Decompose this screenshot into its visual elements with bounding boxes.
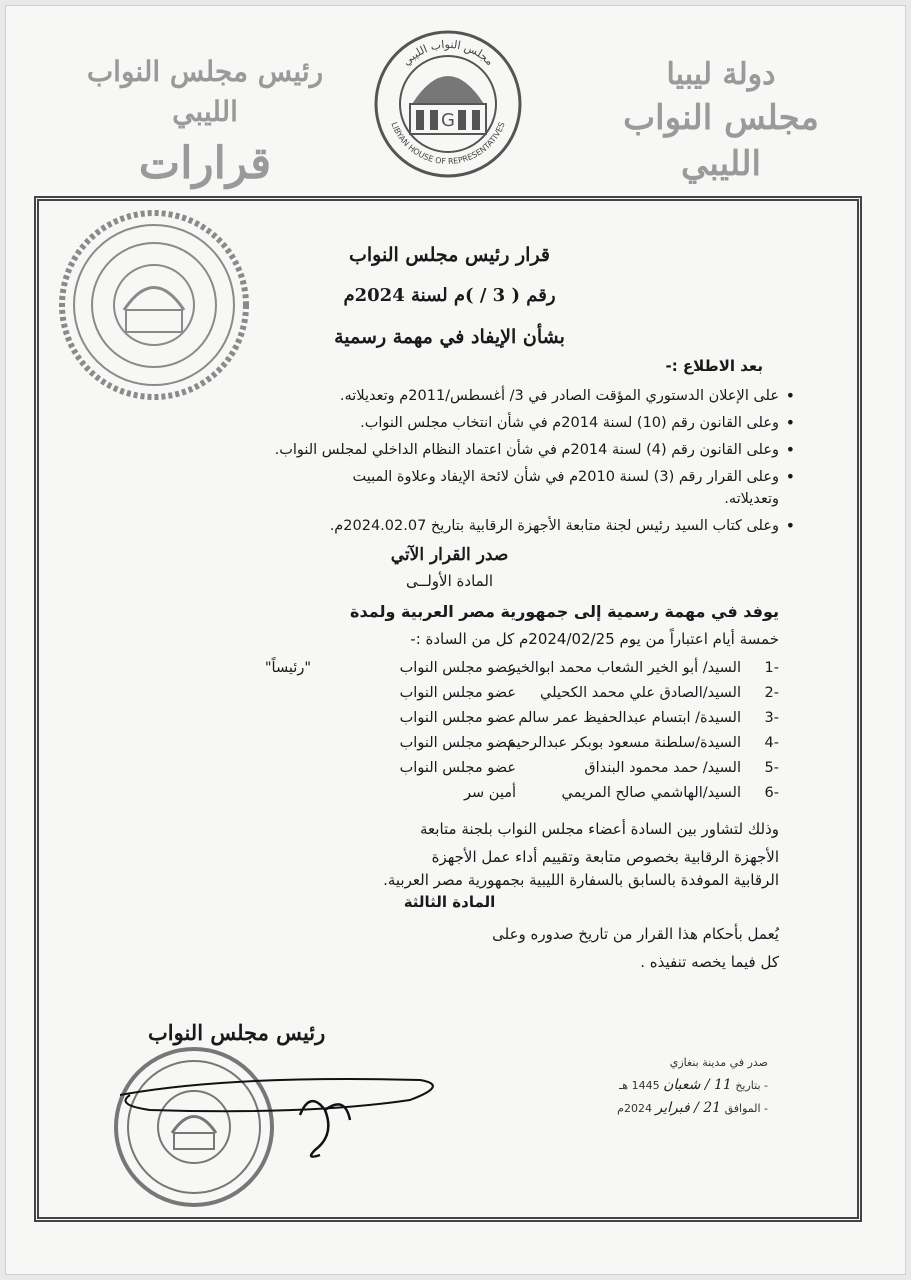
issuance-dates <box>548 1052 768 1120</box>
member-number: -1 <box>764 660 779 676</box>
issuance-place: صدر في مدينة بنغازي <box>669 1056 768 1069</box>
member-role: عضو مجلس النواب <box>399 685 516 701</box>
member-name: السيد/الهاشمي صالح المريمي <box>561 785 741 801</box>
member-note: "رئيساً" <box>264 660 311 676</box>
article-1-line-1: يوفد في مهمة رسمية إلى جمهورية مصر العربية ولمدة <box>350 602 779 621</box>
member-number: -4 <box>764 735 779 751</box>
member-name: السيد/الصادق علي محمد الكحيلي <box>540 685 741 701</box>
signatory-title: رئيس مجلس النواب <box>148 1020 326 1045</box>
member-number: -6 <box>764 785 779 801</box>
handwritten-signature-icon <box>110 1055 450 1165</box>
letterhead-house: مجلس النواب الليبي <box>623 98 819 184</box>
purpose-line-3: الرقابية الموفدة بالسابق بالسفارة الليبية بجمهورية مصر العربية. <box>383 871 779 889</box>
preamble-item-4-continued: وتعديلاته. <box>724 491 779 507</box>
house-of-representatives-logo <box>372 28 524 180</box>
article-1-heading: المادة الأولــى <box>405 572 494 590</box>
member-name: السيدة/ ابتسام عبدالحفيظ عمر سالم <box>518 710 741 726</box>
article-1-line-2: خمسة أيام اعتباراً من يوم 2024/02/25م كل من السادة :- <box>410 630 779 648</box>
letterhead-president-decisions <box>75 52 335 196</box>
svg-text:مجلس النواب الليبي <box>400 38 496 68</box>
member-name: السيد/ حمد محمود البنداق <box>584 760 741 776</box>
letterhead-state-name <box>601 55 841 187</box>
decision-subject: بشأن الإيفاد في مهمة رسمية <box>334 326 565 348</box>
issued-heading: صدر القرار الآتي <box>390 545 509 565</box>
purpose-line-2: الأجهزة الرقابية بخصوص متابعة وتقييم أداء عمل الأجهزة <box>431 848 779 866</box>
purpose-line-1: وذلك لتشاور بين السادة أعضاء مجلس النواب بلجنة متابعة <box>420 820 779 838</box>
member-role: عضو مجلس النواب <box>399 710 516 726</box>
letterhead-decisions: قرارات <box>138 138 272 189</box>
member-role: عضو مجلس النواب <box>399 660 516 676</box>
letterhead-president: رئيس مجلس النواب الليبي <box>86 55 324 128</box>
decision-title: قرار رئيس مجلس النواب <box>348 244 551 266</box>
member-role: عضو مجلس النواب <box>399 760 516 776</box>
gregorian-date: - الموافق 21 / فبراير 2024م <box>617 1100 768 1116</box>
member-name: السيد/ أبو الخير الشعاب محمد ابوالخير <box>508 660 741 676</box>
preamble-item-4: • وعلى القرار رقم (3) لسنة 2010م في شأن لائحة الإيفاد وعلاوة المبيت <box>129 466 779 488</box>
article-3-line-2: كل فيما يخصه تنفيذه . <box>640 953 779 971</box>
member-role: عضو مجلس النواب <box>399 735 516 751</box>
logo-english-text: LIBYAN HOUSE OF REPRESENTATIVES <box>389 120 507 167</box>
logo-arabic-text: مجلس النواب الليبي <box>399 37 497 69</box>
member-name: السيدة/سلطنة مسعود بوبكر عبدالرحيم <box>507 735 741 751</box>
member-role: أمين سر <box>464 785 516 801</box>
hijri-date: - بتاريخ 11 / شعبان 1445 هـ <box>619 1077 768 1093</box>
decision-number: رقم ( 3 / )م لسنة 2024م <box>343 285 556 306</box>
member-number: -2 <box>764 685 779 701</box>
article-3-heading: المادة الثالثة <box>403 893 496 911</box>
preamble-item-1: • على الإعلان الدستوري المؤقت الصادر في 3/ أغسطس/2011م وتعديلاته. <box>129 385 779 407</box>
preamble-item-3: • وعلى القانون رقم (4) لسنة 2014م في شأن اعتماد النظام الداخلي لمجلس النواب. <box>129 439 779 461</box>
preamble-heading: بعد الاطلاع :- <box>665 357 763 375</box>
article-3-line-1: يُعمل بأحكام هذا القرار من تاريخ صدوره وعلى <box>492 925 779 943</box>
preamble-item-2: • وعلى القانون رقم (10) لسنة 2014م في شأن انتخاب مجلس النواب. <box>129 412 779 434</box>
letterhead-state: دولة ليبيا <box>666 57 776 92</box>
svg-text:G: G <box>441 110 455 131</box>
preamble-item-5: • وعلى كتاب السيد رئيس لجنة متابعة الأجهزة الرقابية بتاريخ 2024.02.07م. <box>129 515 779 537</box>
member-number: -5 <box>764 760 779 776</box>
member-number: -3 <box>764 710 779 726</box>
